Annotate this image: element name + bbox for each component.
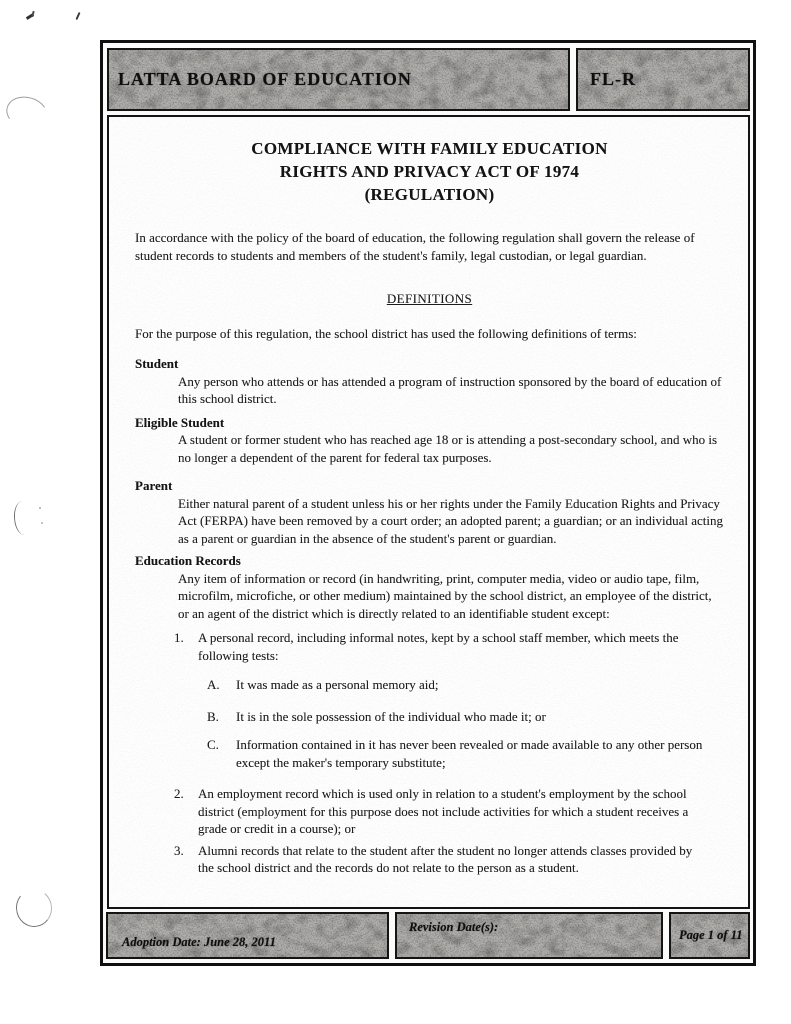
definition-term-eligible-student	[135, 414, 724, 467]
definition-term-student	[135, 355, 724, 408]
list-number: 3.	[174, 842, 184, 858]
document-body	[107, 115, 750, 909]
definitions-lead: For the purpose of this regulation, the school district has used the following definitions of terms:	[135, 325, 637, 341]
footer-page-number-cell	[669, 912, 750, 959]
exception-item-2	[135, 785, 724, 838]
term-definition: A student or former student who has reached age 18 or is attending a post-secondary school, and who is no longer a dependent of the parent for federal tax purposes.	[178, 432, 718, 465]
scan-artifact-dot	[39, 507, 41, 509]
title-line: COMPLIANCE WITH FAMILY EDUCATION	[251, 139, 608, 158]
list-text: Information contained in it has never been revealed or made available to any other person except the maker's temporary substitute;	[236, 737, 703, 770]
list-text: It was made as a personal memory aid;	[236, 677, 439, 692]
page-title	[135, 137, 724, 206]
scan-artifact-curve	[14, 887, 54, 929]
footer-revision-date-cell	[395, 912, 663, 959]
definition-term-parent	[135, 477, 724, 547]
term-name: Eligible Student	[135, 414, 225, 430]
term-name: Education Records	[135, 553, 241, 568]
header-code-cell	[576, 48, 750, 111]
scan-artifact-mark	[31, 11, 34, 17]
document-content	[109, 117, 748, 877]
list-text: Alumni records that relate to the student after the student no longer attends classes provided by the school district and the records do not relate to the person as a student.	[198, 842, 693, 875]
exception-item-1	[135, 629, 724, 664]
footer-adoption-date-cell	[106, 912, 389, 959]
scan-artifact-mark	[26, 13, 34, 20]
exception-subitem-a	[135, 676, 724, 694]
revision-date: Revision Date(s):	[409, 920, 499, 934]
term-name: Student	[135, 356, 179, 371]
term-definition: Either natural parent of a student unless his or her rights under the Family Education Rights and Privacy Act (FERPA) have been removed by a court order; an adopted parent; a guardian; or an individual acting as a parent or guardian in the absence of the student's parent or guardian.	[178, 495, 723, 546]
list-letter: B.	[207, 708, 219, 724]
document-frame	[100, 40, 756, 966]
exception-subitem-c	[135, 736, 724, 771]
term-definition: Any item of information or record (in handwriting, print, computer media, video or audio tape, film, microfilm, microfiche, or other medium) maintained by the school district, an employee of the district, or an agent of the district which is directly related to an identifiable student except:	[178, 570, 712, 621]
intro-paragraph: In accordance with the policy of the board of education, the following regulation shall govern the release of student records to students and members of the student's family, legal custodian, or legal guardian.	[135, 230, 695, 263]
list-letter: C.	[207, 737, 219, 752]
list-text: An employment record which is used only in relation to a student's employment by the school district (employment for this purpose does not include activities for which a student receives a grade or credit in a course); or	[198, 786, 689, 836]
scan-artifact-curve	[2, 92, 51, 134]
policy-code: FL-R	[590, 69, 636, 89]
definition-term-education-records	[135, 552, 724, 622]
term-definition: Any person who attends or has attended a program of instruction sponsored by the board of education of this school district.	[178, 373, 722, 406]
scan-artifact-curve	[13, 500, 34, 535]
title-line: RIGHTS AND PRIVACY ACT OF 1974	[279, 162, 580, 181]
title-line: (REGULATION)	[364, 185, 495, 204]
definitions-heading: DEFINITIONS	[386, 291, 473, 306]
list-letter: A.	[207, 677, 220, 692]
page-number: Page 1 of 11	[679, 928, 743, 942]
list-text: A personal record, including informal notes, kept by a school staff member, which meets the following tests:	[198, 630, 679, 663]
list-text: It is in the sole possession of the individual who made it; or	[236, 708, 546, 724]
list-number: 1.	[174, 630, 184, 645]
scan-artifact-mark	[75, 12, 80, 20]
organization-name: LATTA BOARD OF EDUCATION	[118, 69, 412, 89]
list-number: 2.	[174, 786, 184, 801]
adoption-date: Adoption Date: June 28, 2011	[122, 935, 276, 949]
exception-item-3	[135, 842, 724, 877]
header-organization-cell	[107, 48, 570, 111]
scan-artifact-dot	[41, 522, 43, 524]
term-name: Parent	[135, 478, 173, 493]
exception-subitem-b	[135, 708, 724, 726]
